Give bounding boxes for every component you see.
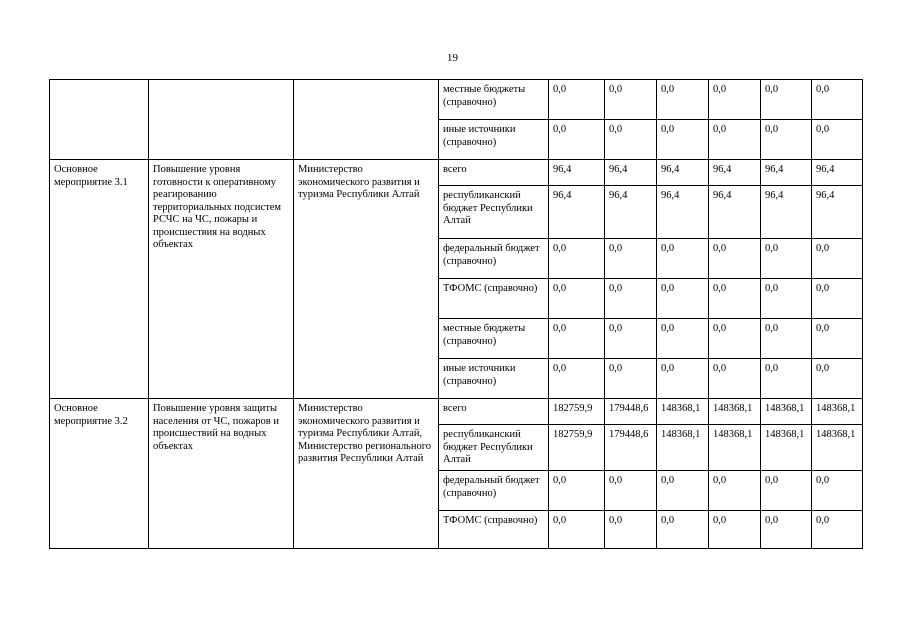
value-cell: 0,0	[761, 471, 812, 511]
value-cell: 96,4	[657, 186, 709, 239]
value-cell: 96,4	[812, 186, 863, 239]
value-cell: 179448,6	[605, 399, 657, 425]
value-cell: 179448,6	[605, 425, 657, 471]
value-cell: 0,0	[812, 120, 863, 160]
executor-cell: Министерство экономического развития и туризма Республики Алтай, Министерство регионального развития Республики Алтай	[294, 399, 439, 549]
value-cell: 0,0	[605, 511, 657, 549]
value-cell: 0,0	[812, 511, 863, 549]
source-cell: всего	[439, 160, 549, 186]
value-cell: 0,0	[761, 120, 812, 160]
value-cell: 0,0	[812, 80, 863, 120]
value-cell: 96,4	[657, 160, 709, 186]
source-cell: иные источники (справочно)	[439, 120, 549, 160]
value-cell: 0,0	[812, 359, 863, 399]
value-cell: 0,0	[657, 511, 709, 549]
table-row	[50, 160, 863, 186]
table-row	[50, 80, 863, 120]
value-cell: 96,4	[709, 160, 761, 186]
source-cell: иные источники (справочно)	[439, 359, 549, 399]
event-cell: Основное мероприятие 3.2	[50, 399, 149, 549]
source-cell: всего	[439, 399, 549, 425]
value-cell: 0,0	[549, 359, 605, 399]
value-cell: 0,0	[812, 471, 863, 511]
value-cell: 96,4	[709, 186, 761, 239]
executor-cell: Министерство экономического развития и туризма Республики Алтай	[294, 160, 439, 399]
value-cell: 148368,1	[761, 399, 812, 425]
value-cell: 0,0	[605, 319, 657, 359]
event-cell	[50, 80, 149, 160]
source-cell: местные бюджеты (справочно)	[439, 80, 549, 120]
event-cell: Основное мероприятие 3.1	[50, 160, 149, 399]
value-cell: 0,0	[709, 471, 761, 511]
value-cell: 148368,1	[709, 425, 761, 471]
value-cell: 0,0	[657, 120, 709, 160]
source-cell: ТФОМС (справочно)	[439, 511, 549, 549]
value-cell: 0,0	[812, 239, 863, 279]
value-cell: 0,0	[549, 471, 605, 511]
value-cell: 0,0	[657, 80, 709, 120]
title-cell: Повышение уровня защиты населения от ЧС, пожаров и происшествий на водных объектах	[149, 399, 294, 549]
value-cell: 0,0	[761, 359, 812, 399]
value-cell: 0,0	[709, 319, 761, 359]
value-cell: 0,0	[709, 359, 761, 399]
table-row	[50, 399, 863, 425]
value-cell: 96,4	[761, 186, 812, 239]
value-cell: 148368,1	[812, 425, 863, 471]
value-cell: 0,0	[549, 120, 605, 160]
value-cell: 96,4	[549, 160, 605, 186]
value-cell: 0,0	[761, 239, 812, 279]
source-cell: республиканский бюджет Республики Алтай	[439, 425, 549, 471]
value-cell: 0,0	[549, 279, 605, 319]
title-cell	[149, 80, 294, 160]
value-cell: 0,0	[709, 279, 761, 319]
value-cell: 0,0	[657, 239, 709, 279]
value-cell: 0,0	[657, 359, 709, 399]
value-cell: 0,0	[709, 239, 761, 279]
value-cell: 0,0	[812, 319, 863, 359]
value-cell: 0,0	[761, 279, 812, 319]
value-cell: 96,4	[605, 160, 657, 186]
value-cell: 0,0	[709, 120, 761, 160]
value-cell: 0,0	[657, 471, 709, 511]
value-cell: 0,0	[812, 279, 863, 319]
value-cell: 0,0	[549, 319, 605, 359]
value-cell: 0,0	[761, 319, 812, 359]
value-cell: 0,0	[549, 511, 605, 549]
source-cell: местные бюджеты (справочно)	[439, 319, 549, 359]
value-cell: 0,0	[709, 511, 761, 549]
value-cell: 96,4	[549, 186, 605, 239]
executor-cell	[294, 80, 439, 160]
value-cell: 182759,9	[549, 425, 605, 471]
value-cell: 0,0	[657, 279, 709, 319]
source-cell: федеральный бюджет (справочно)	[439, 239, 549, 279]
source-cell: республиканский бюджет Республики Алтай	[439, 186, 549, 239]
value-cell: 0,0	[657, 319, 709, 359]
value-cell: 148368,1	[657, 399, 709, 425]
source-cell: федеральный бюджет (справочно)	[439, 471, 549, 511]
title-cell: Повышение уровня готовности к оперативному реагированию территориальных подсистем РСЧС на ЧС, пожары и происшествия на водных объектах	[149, 160, 294, 399]
value-cell: 0,0	[605, 471, 657, 511]
value-cell: 182759,9	[549, 399, 605, 425]
budget-table	[49, 79, 863, 549]
value-cell: 0,0	[709, 80, 761, 120]
value-cell: 0,0	[605, 359, 657, 399]
value-cell: 148368,1	[812, 399, 863, 425]
value-cell: 0,0	[605, 120, 657, 160]
value-cell: 0,0	[605, 239, 657, 279]
value-cell: 148368,1	[709, 399, 761, 425]
value-cell: 96,4	[812, 160, 863, 186]
value-cell: 0,0	[605, 279, 657, 319]
value-cell: 148368,1	[761, 425, 812, 471]
value-cell: 96,4	[761, 160, 812, 186]
page-number: 19	[447, 52, 458, 64]
source-cell: ТФОМС (справочно)	[439, 279, 549, 319]
value-cell: 0,0	[605, 80, 657, 120]
value-cell: 148368,1	[657, 425, 709, 471]
value-cell: 0,0	[761, 511, 812, 549]
value-cell: 96,4	[605, 186, 657, 239]
value-cell: 0,0	[549, 239, 605, 279]
value-cell: 0,0	[549, 80, 605, 120]
value-cell: 0,0	[761, 80, 812, 120]
